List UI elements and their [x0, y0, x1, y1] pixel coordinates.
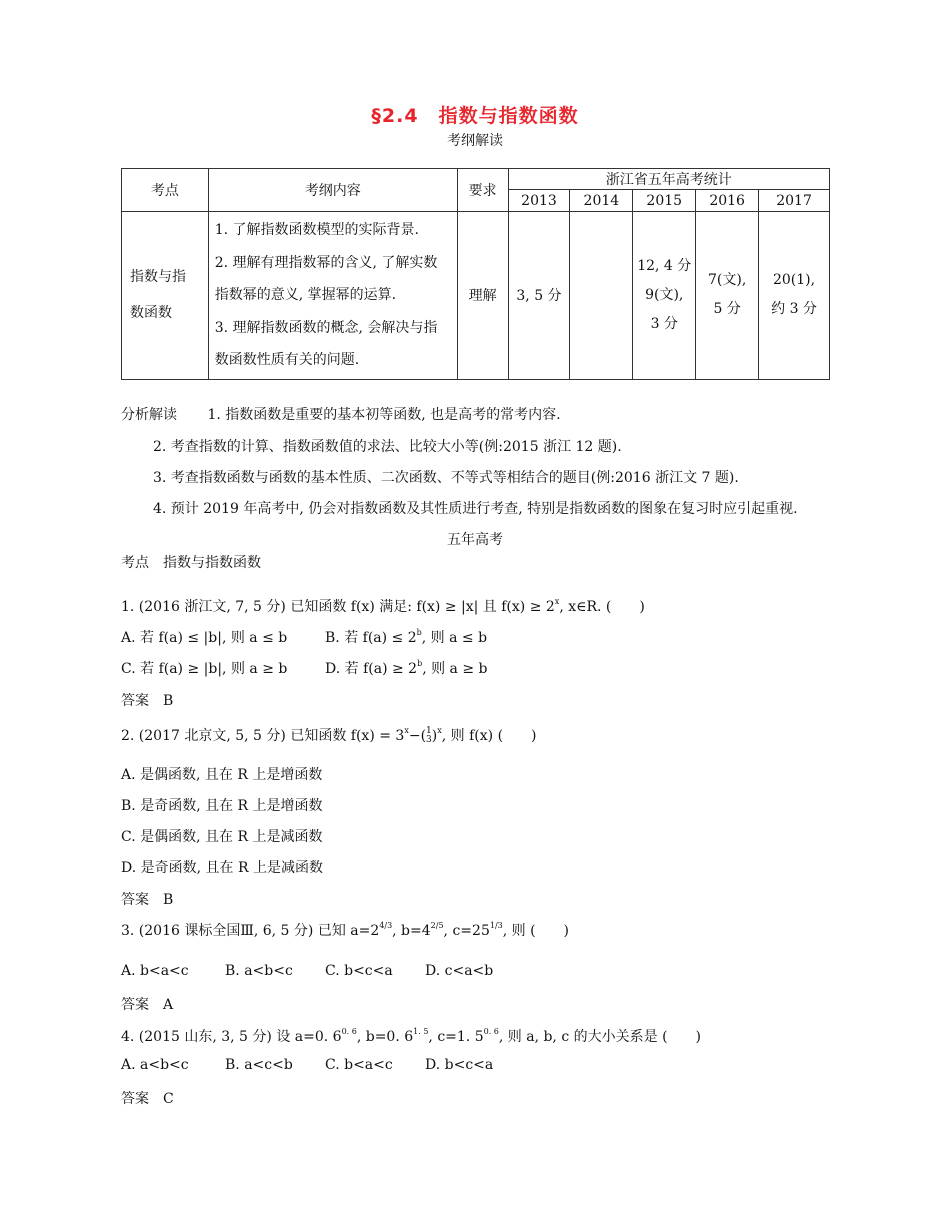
q3-a-exp: 4/3	[379, 921, 393, 930]
stat-2016-line-2: 5 分	[713, 301, 741, 318]
q2-frac-den: 3	[426, 735, 432, 745]
q2-stem-tail: , 则 f(x) ( )	[441, 728, 537, 744]
q3-mid2: , c=	[443, 923, 473, 939]
q4-sup-3: 0. 6	[483, 1027, 499, 1036]
content-cell	[208, 212, 457, 380]
q4-stem-b: , b=0. 6	[356, 1029, 414, 1045]
q3-stem-text: 3. (2016 课标全国Ⅲ, 6, 5 分) 已知 a=	[121, 923, 371, 939]
q1-stem	[121, 596, 645, 616]
stat-2017-line-2: 约 3 分	[771, 301, 817, 318]
q2-answer: 答案 B	[121, 892, 174, 908]
q2-stem-text: 2. (2017 北京文, 5, 5 分) 已知函数 f(x) = 3	[121, 728, 405, 744]
q4-option-b: B. a<c<b	[225, 1057, 293, 1073]
stat-2013: 3, 5 分	[508, 212, 570, 380]
analysis-p3: 3. 考查指数函数与函数的基本性质、二次函数、不等式等相结合的题目(例:2016 浙江文 7 题).	[153, 470, 739, 486]
stat-2016	[696, 212, 759, 380]
q4-sup-1: 0. 6	[341, 1027, 357, 1036]
content-line-3: 指数幂的意义, 掌握幂的运算.	[214, 287, 397, 303]
content-line-1: 1. 了解指数函数模型的实际背景.	[214, 222, 419, 238]
page-title: §2.4 指数与指数函数	[371, 105, 579, 127]
q1-stem-tail: , x∈R. ( )	[559, 599, 645, 615]
analysis-label: 分析解读	[121, 407, 177, 423]
q1-d-text: D. 若 f(a) ≥ 2	[325, 661, 418, 677]
q3-a-base: 2	[370, 923, 380, 939]
q1-stem-sup: x	[554, 597, 560, 606]
q4-stem-c: , c=1. 5	[428, 1029, 484, 1045]
analysis-p2: 2. 考查指数的计算、指数函数值的求法、比较大小等(例:2015 浙江 12 题).	[153, 439, 622, 455]
q3-b-base: 4	[421, 923, 431, 939]
stat-2014	[570, 212, 633, 380]
q2-option-d: D. 是奇函数, 且在 R 上是减函数	[121, 860, 323, 876]
header-stats: 浙江省五年高考统计	[508, 169, 829, 190]
year-2017: 2017	[759, 190, 830, 212]
q2-frac-num: 1	[426, 726, 432, 736]
q3-option-c: C. b<c<a	[325, 963, 393, 979]
q2-option-c: C. 是偶函数, 且在 R 上是减函数	[121, 829, 323, 845]
kaodian-cell	[122, 212, 209, 380]
q2-paren: (1 3)	[420, 726, 438, 745]
syllabus-table	[121, 168, 830, 380]
stat-2015	[633, 212, 696, 380]
q4-stem-text: 4. (2015 山东, 3, 5 分) 设 a=0. 6	[121, 1029, 342, 1045]
content-line-4: 3. 理解指数函数的概念, 会解决与指	[214, 319, 438, 336]
q1-option-b	[325, 627, 487, 647]
q3-b-exp: 2/5	[430, 921, 444, 930]
q1-b-text: B. 若 f(a) ≤ 2	[325, 630, 417, 646]
kaodian-heading: 考点 指数与指数函数	[121, 555, 261, 571]
q1-option-d	[325, 658, 488, 678]
q4-stem	[121, 1026, 701, 1046]
header-requirement: 要求	[457, 169, 508, 212]
q3-option-b: B. a<b<c	[225, 963, 293, 979]
analysis-p1: 1. 指数函数是重要的基本初等函数, 也是高考的常考内容.	[207, 407, 561, 423]
q2-sup-x2: x	[437, 726, 442, 735]
stat-2017-line-1: 20(1),	[772, 272, 816, 289]
q3-c-base: 25	[472, 923, 490, 939]
q1-b-sup: b	[416, 628, 422, 637]
q4-sup-2: 1. 5	[413, 1027, 429, 1036]
q3-stem	[121, 920, 569, 940]
q1-answer: 答案 B	[121, 693, 174, 709]
stat-2017	[759, 212, 830, 380]
q1-d-sup: b	[417, 659, 423, 668]
q1-stem-text: 1. (2016 浙江文, 7, 5 分) 已知函数 f(x) 满足: f(x) ≥ |x| 且 f(x) ≥ 2	[121, 599, 555, 615]
header-content: 考纲内容	[208, 169, 457, 212]
q4-answer: 答案 C	[121, 1091, 174, 1107]
q4-option-c: C. b<a<c	[325, 1057, 393, 1073]
analysis-p4: 4. 预计 2019 年高考中, 仍会对指数函数及其性质进行考查, 特别是指数函数的图象在复习时应引起重视.	[153, 501, 798, 517]
year-2013: 2013	[508, 190, 570, 212]
q1-d-tail: , 则 a ≥ b	[422, 661, 488, 677]
stat-2016-line-1: 7(文),	[707, 272, 747, 289]
content-line-5: 数函数性质有关的问题.	[214, 352, 360, 368]
q3-c-exp: 1/3	[489, 921, 503, 930]
stat-2015-line-2: 9(文),	[645, 286, 684, 303]
section-heading: 五年高考	[447, 532, 503, 548]
q3-mid1: , b=	[392, 923, 422, 939]
header-kaodian: 考点	[122, 169, 209, 212]
page-subtitle: 考纲解读	[447, 133, 503, 149]
q4-stem-tail: , 则 a, b, c 的大小关系是 ( )	[498, 1029, 701, 1045]
q1-option-a: A. 若 f(a) ≤ |b|, 则 a ≤ b	[121, 630, 288, 646]
kaodian-line-2: 数函数	[130, 305, 172, 322]
q2-fraction	[426, 727, 432, 745]
q2-minus: −	[408, 728, 421, 744]
year-2016: 2016	[696, 190, 759, 212]
year-2015: 2015	[633, 190, 696, 212]
q2-option-b: B. 是奇函数, 且在 R 上是增函数	[121, 798, 323, 814]
q3-answer: 答案 A	[121, 997, 174, 1013]
q1-b-tail: , 则 a ≤ b	[421, 630, 488, 646]
q4-option-d: D. b<c<a	[425, 1057, 494, 1073]
q2-stem	[121, 725, 537, 745]
year-2014: 2014	[570, 190, 633, 212]
q4-option-a: A. a<b<c	[121, 1057, 189, 1073]
q3-stem-tail: , 则 ( )	[502, 923, 570, 939]
content-line-2: 2. 理解有理指数幂的含义, 了解实数	[214, 254, 438, 271]
q3-option-d: D. c<a<b	[425, 963, 494, 979]
q1-option-c: C. 若 f(a) ≥ |b|, 则 a ≥ b	[121, 661, 288, 677]
stat-2015-line-3: 3 分	[650, 315, 678, 332]
analysis-first-line	[121, 404, 561, 424]
kaodian-line-1: 指数与指	[130, 269, 186, 286]
q3-option-a: A. b<a<c	[121, 963, 189, 979]
requirement-cell: 理解	[457, 212, 508, 380]
stat-2015-line-1: 12, 4 分	[637, 257, 692, 274]
q2-option-a: A. 是偶函数, 且在 R 上是增函数	[121, 767, 323, 783]
q2-sup-x: x	[404, 726, 409, 735]
